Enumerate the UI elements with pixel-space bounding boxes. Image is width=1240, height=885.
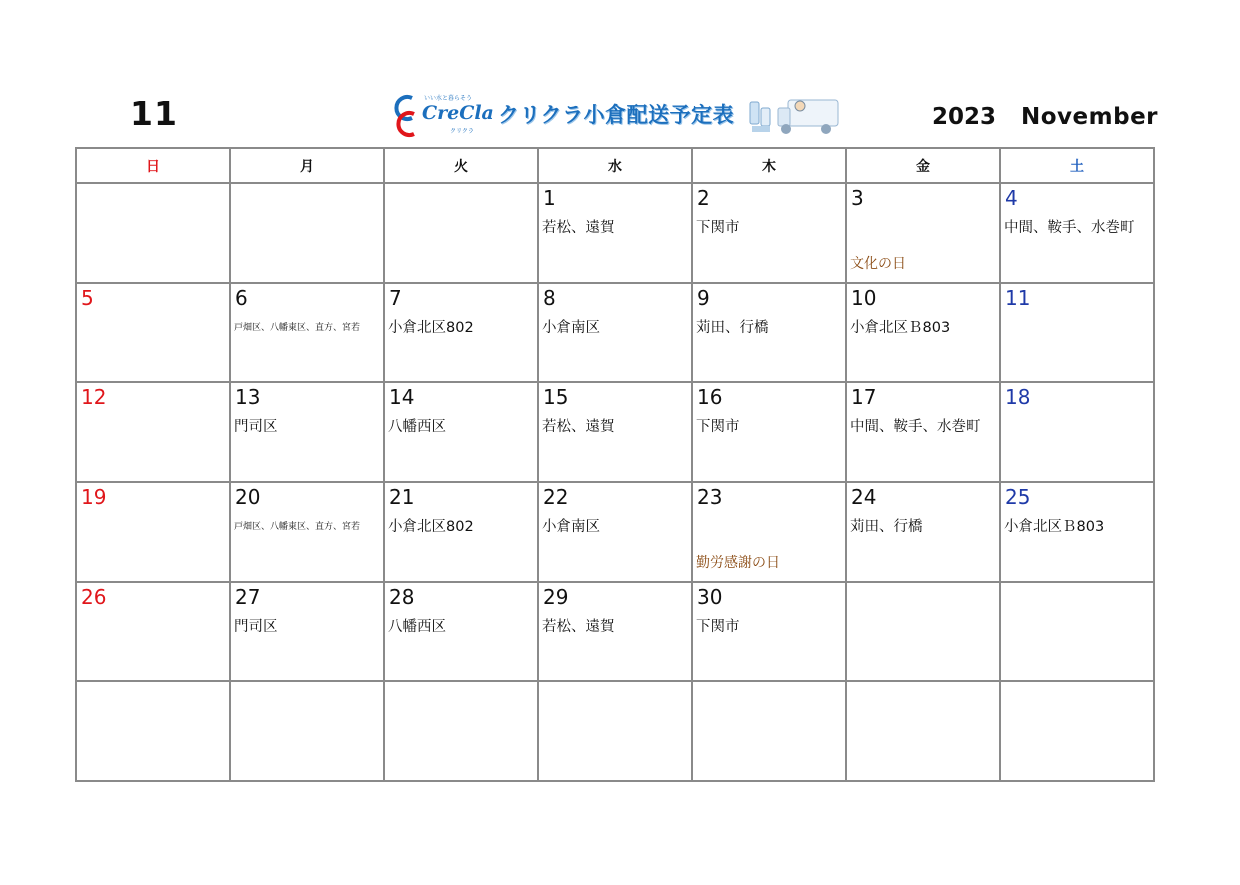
holiday-label: 文化の日: [850, 256, 906, 272]
calendar-day-cell: [538, 382, 692, 482]
calendar-day-cell: [1000, 283, 1154, 383]
calendar-week-row: [76, 283, 1154, 383]
day-number: 25: [1005, 484, 1031, 509]
calendar-day-cell: [692, 582, 846, 682]
weekday-thu: 木: [692, 148, 846, 183]
delivery-area: 若松、遠賀: [542, 618, 615, 635]
calendar-day-cell: [538, 582, 692, 682]
calendar-day-cell: [1000, 482, 1154, 582]
calendar-day-cell: [692, 183, 846, 283]
calendar-day-cell: [76, 681, 230, 781]
calendar-day-cell: [538, 681, 692, 781]
delivery-area: 小倉南区: [542, 319, 600, 336]
calendar-day-cell: [1000, 681, 1154, 781]
day-number: 17: [851, 385, 877, 410]
delivery-area: 戸畑区、八幡東区、直方、宮若: [234, 521, 361, 532]
weekday-tue: 火: [384, 148, 538, 183]
delivery-area: 苅田、行橋: [696, 319, 769, 336]
day-number: 19: [81, 484, 107, 509]
holiday-label: 勤労感謝の日: [696, 554, 780, 571]
day-number: 21: [389, 484, 415, 509]
calendar-month-name: November: [1021, 104, 1159, 130]
day-number: 5: [81, 285, 94, 310]
logo-brand: CreCla: [422, 102, 494, 124]
calendar-day-cell: [384, 681, 538, 781]
delivery-area: 若松、遠賀: [542, 220, 615, 236]
delivery-area: 下関市: [696, 419, 740, 436]
day-number: 10: [851, 285, 877, 310]
delivery-area: 下関市: [696, 220, 740, 236]
calendar-day-cell: [76, 382, 230, 482]
weekday-sat: 土: [1000, 148, 1154, 183]
delivery-area: 門司区: [234, 618, 278, 635]
day-number: 28: [389, 584, 415, 609]
calendar-day-cell: [692, 681, 846, 781]
calendar-day-cell: [1000, 582, 1154, 682]
logo-sub: クリクラ: [450, 128, 474, 135]
delivery-calendar: [75, 147, 1155, 782]
calendar-day-cell: [846, 681, 1000, 781]
day-number: 15: [543, 385, 569, 410]
calendar-day-cell: [846, 382, 1000, 482]
delivery-area: 下関市: [696, 618, 740, 635]
day-number: 9: [697, 285, 710, 310]
calendar-day-cell: [230, 183, 384, 283]
calendar-day-cell: [538, 283, 692, 383]
day-number: 13: [235, 385, 261, 410]
day-number: 6: [235, 285, 248, 310]
delivery-area: 小倉北区Ｂ803: [1004, 518, 1105, 535]
weekday-sun: 日: [76, 148, 230, 183]
delivery-area: 小倉北区802: [388, 319, 474, 336]
day-number: 26: [81, 584, 107, 609]
delivery-area: 中間、鞍手、水巻町: [850, 419, 981, 436]
calendar-week-row: [76, 582, 1154, 682]
calendar-day-cell: [846, 582, 1000, 682]
month-number: 11: [130, 94, 178, 133]
day-number: 22: [543, 484, 569, 509]
delivery-area: 八幡西区: [388, 419, 446, 436]
day-number: 24: [851, 484, 877, 509]
delivery-area: 門司区: [234, 419, 278, 436]
calendar-week-row: [76, 681, 1154, 781]
weekday-wed: 水: [538, 148, 692, 183]
day-number: 30: [697, 584, 723, 609]
calendar-day-cell: [1000, 382, 1154, 482]
calendar-day-cell: [230, 681, 384, 781]
day-number: 12: [81, 385, 107, 410]
calendar-day-cell: [692, 283, 846, 383]
day-number: 2: [697, 186, 710, 210]
calendar-day-cell: [692, 382, 846, 482]
calendar-day-cell: [230, 382, 384, 482]
calendar-day-cell: [76, 582, 230, 682]
crecla-c-mark-icon: [388, 92, 418, 138]
calendar-day-cell: [1000, 183, 1154, 283]
schedule-title: クリクラ小倉配送予定表: [498, 103, 735, 127]
calendar-day-cell: [384, 582, 538, 682]
calendar-day-cell: [538, 482, 692, 582]
delivery-area: 小倉南区: [542, 518, 600, 535]
weekday-header-row: [76, 148, 1154, 183]
calendar-day-cell: [230, 482, 384, 582]
calendar-week-row: [76, 382, 1154, 482]
day-number: 3: [851, 186, 864, 210]
weekday-mon: 月: [230, 148, 384, 183]
delivery-area: 中間、鞍手、水巻町: [1004, 220, 1135, 236]
water-bottle-truck-icon: [748, 94, 843, 138]
day-number: 11: [1005, 285, 1031, 310]
delivery-area: 小倉北区802: [388, 518, 474, 535]
calendar-day-cell: [230, 582, 384, 682]
calendar-year: 2023: [932, 104, 997, 130]
calendar-day-cell: [846, 183, 1000, 283]
logo-tagline: いい水と暮らそう: [424, 95, 473, 102]
calendar-day-cell: [538, 183, 692, 283]
day-number: 14: [389, 385, 415, 410]
calendar-day-cell: [384, 382, 538, 482]
day-number: 18: [1005, 385, 1031, 410]
calendar-day-cell: [76, 183, 230, 283]
calendar-day-cell: [692, 482, 846, 582]
calendar-day-cell: [384, 482, 538, 582]
calendar-week-row: [76, 183, 1154, 283]
weekday-fri: 金: [846, 148, 1000, 183]
delivery-area: 八幡西区: [388, 618, 446, 635]
calendar-week-row: [76, 482, 1154, 582]
calendar-day-cell: [76, 283, 230, 383]
crecla-logo: [388, 92, 848, 138]
day-number: 1: [543, 186, 556, 210]
delivery-area: 若松、遠賀: [542, 419, 615, 436]
calendar-day-cell: [846, 482, 1000, 582]
day-number: 23: [697, 484, 723, 509]
day-number: 7: [389, 285, 402, 310]
day-number: 27: [235, 584, 261, 609]
day-number: 4: [1005, 186, 1018, 210]
day-number: 16: [697, 385, 723, 410]
delivery-area: 苅田、行橋: [850, 518, 923, 535]
day-number: 20: [235, 484, 261, 509]
day-number: 29: [543, 584, 569, 609]
calendar-day-cell: [846, 283, 1000, 383]
delivery-area: 戸畑区、八幡東区、直方、宮若: [234, 322, 361, 333]
calendar-day-cell: [76, 482, 230, 582]
calendar-day-cell: [384, 283, 538, 383]
calendar-day-cell: [384, 183, 538, 283]
calendar-day-cell: [230, 283, 384, 383]
day-number: 8: [543, 285, 556, 310]
delivery-area: 小倉北区Ｂ803: [850, 319, 951, 336]
